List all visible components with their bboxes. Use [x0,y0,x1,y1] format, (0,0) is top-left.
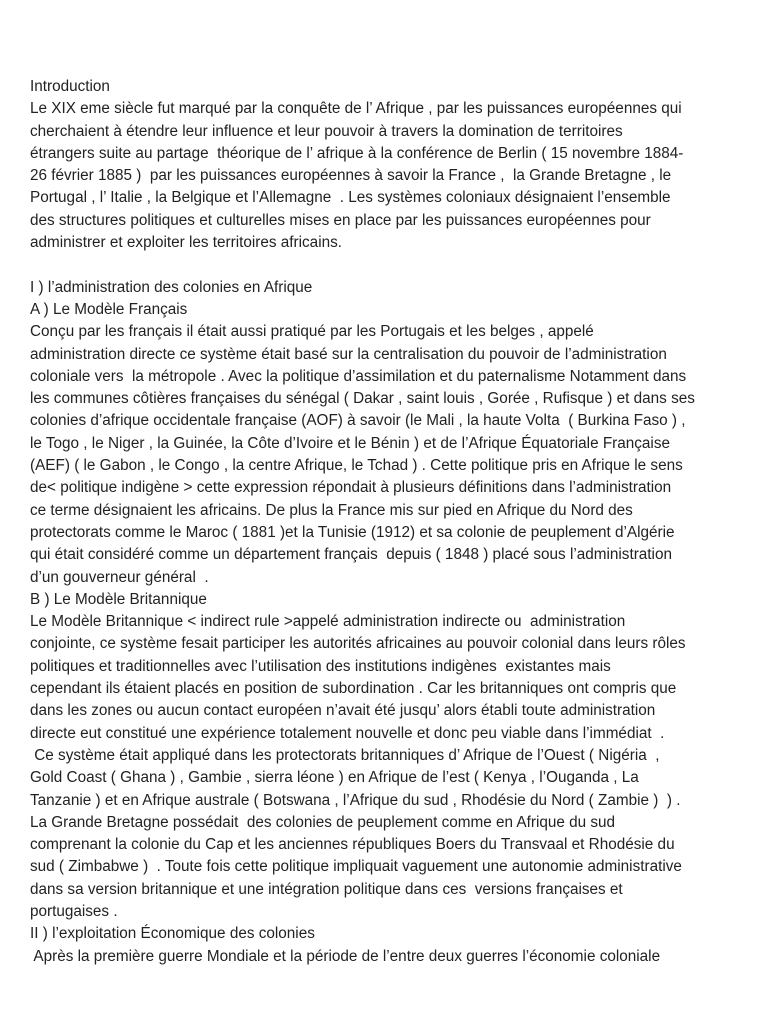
text-line: Ce système était appliqué dans les protectorats britanniques d’ Afrique de l’Ouest ( Nigéria , [30,746,660,764]
heading-introduction: Introduction [30,78,110,95]
text-line: cependant ils étaient placés en position de subordination . Car les britanniques ont compris que [30,680,677,698]
heading-subsection-b: B ) Le Modèle Britannique [30,590,207,608]
heading-section-1: I ) l’administration des colonies en Afrique [30,278,313,296]
text-line: directe eut constitué une expérience totalement nouvelle et donc peu viable dans l’immédiat . [30,724,665,742]
text-line: de< politique indigène > cette expression répondait à plusieurs définitions dans l’administration [30,479,672,497]
text-line: conjointe, ce système fesait participer les autorités africaines au pouvoir colonial dans leurs rôles [30,635,686,653]
text-line: Après la première guerre Mondiale et la période de l’entre deux guerres l’économie coloniale [30,947,661,965]
text-line: sud ( Zimbabwe ) . Toute fois cette politique impliquait vaguement une autonomie administrative [30,858,682,876]
heading-subsection-a: A ) Le Modèle Français [30,300,188,318]
blank-line [30,254,746,276]
text-line: dans sa version britannique et une intégration politique dans ces versions françaises et [30,880,623,898]
text-line: portugaises . [30,902,118,920]
text-line: qui était considéré comme un département français depuis ( 1848 ) placé sous l’administration [30,546,672,564]
text-line: d’un gouverneur général . [30,568,209,586]
text-line: dans les zones ou aucun contact européen n’avait été jusqu’ alors établi toute administration [30,702,656,720]
text-line: le Togo , le Niger , la Guinée, la Côte d’Ivoire et le Bénin ) et de l’Afrique Équatoriale Française [30,434,670,452]
text-line: ce terme désignaient les africains. De plus la France mis sur pied en Afrique du Nord des [30,501,633,519]
document-body [30,76,746,968]
text-line: des structures politiques et culturelles mises en place par les puissances européennes pour [30,211,651,229]
text-line: colonies d’afrique occidentale française (AOF) à savoir (le Mali , la haute Volta ( Burkina Faso ) , [30,412,686,430]
text-line: Le Modèle Britannique < indirect rule >appelé administration indirecte ou administration [30,613,626,631]
text-line: (AEF) ( le Gabon , le Congo , la centre Afrique, le Tchad ) . Cette politique pris en Afrique le sens [30,457,683,475]
text-line: administration directe ce système était basé sur la centralisation du pouvoir de l’administration [30,345,667,363]
heading-section-2: II ) l’exploitation Économique des colonies [30,925,315,943]
text-line: Tanzanie ) et en Afrique australe ( Botswana , l’Afrique du sud , Rhodésie du Nord ( Zambie ) ) . [30,791,681,809]
text-line: Le XIX eme siècle fut marqué par la conquête de l’ Afrique , par les puissances européennes qui [30,100,682,118]
text-line: Conçu par les français il était aussi pratiqué par les Portugais et les belges , appelé [30,323,594,341]
text-line: 26 février 1885 ) par les puissances européennes à savoir la France , la Grande Bretagne , le [30,167,672,185]
text-line: Gold Coast ( Ghana ) , Gambie , sierra léone ) en Afrique de l’est ( Kenya , l’Ouganda , La [30,769,639,787]
text-line: comprenant la colonie du Cap et les anciennes républiques Boers du Transvaal et Rhodésie du [30,836,675,854]
text-line: politiques et traditionnelles avec l’utilisation des institutions indigènes existantes mais [30,657,611,675]
text-line: coloniale vers la métropole . Avec la politique d’assimilation et du paternalisme Notamment dans [30,367,687,385]
text-line: La Grande Bretagne possédait des colonies de peuplement comme en Afrique du sud [30,813,616,831]
text-line: étrangers suite au partage théorique de l’ afrique à la conférence de Berlin ( 15 novembre 1884- [30,144,684,162]
text-line: Portugal , l’ Italie , la Belgique et l’Allemagne . Les systèmes coloniaux désignaient l’ensemble [30,189,671,207]
text-line: cherchaient à étendre leur influence et leur pouvoir à travers la domination de territoires [30,122,623,140]
text-line: les communes côtières françaises du sénégal ( Dakar , saint louis , Gorée , Rufisque ) et dans ses [30,390,695,408]
text-line: administrer et exploiter les territoires africains. [30,234,342,252]
text-line: protectorats comme le Maroc ( 1881 )et la Tunisie (1912) et sa colonie de peuplement d’Algérie [30,523,675,541]
